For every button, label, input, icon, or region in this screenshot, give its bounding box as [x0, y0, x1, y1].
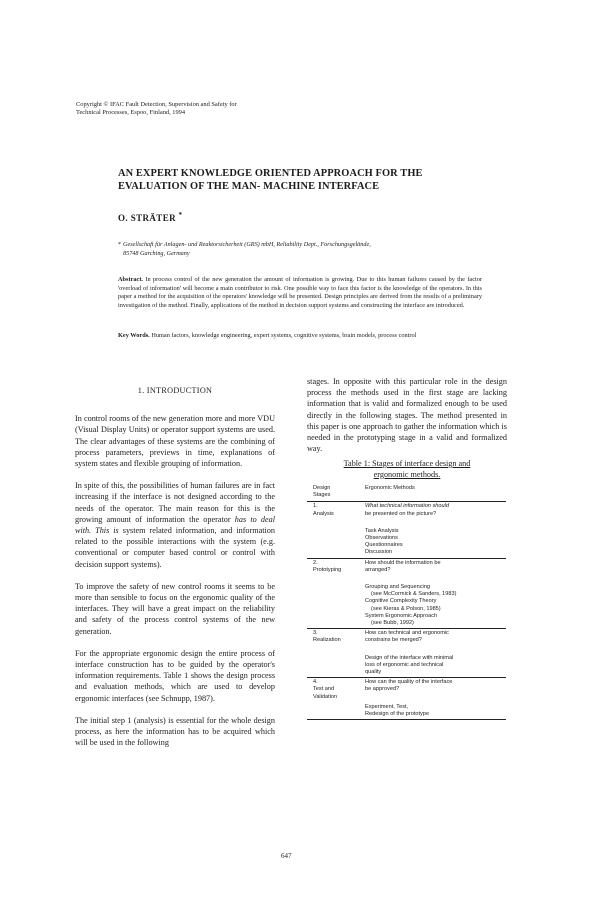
- question-line: be presented on the picture?: [365, 510, 437, 517]
- section-heading: 1. INTRODUCTION: [137, 386, 213, 395]
- copyright-line: Technical Processes, Espoo, Finland, 1994: [76, 109, 186, 116]
- stage-cell: [307, 679, 361, 718]
- method-item: loss of ergonomic and technical: [365, 661, 444, 668]
- title-line: EVALUATION OF THE MAN- MACHINE INTERFACE: [118, 180, 380, 192]
- question-line: be approved?: [365, 686, 400, 693]
- stage-name: Realization: [313, 637, 341, 644]
- method-item: Cognitive Complexity Theory: [365, 598, 437, 605]
- paragraph: In control rooms of the new generation more and more VDU (Visual Display Units) or operator support systems are used. The clear advantages of these systems are the combining of process parameters, previews in time, explanations of system states and flexible grouping of information.: [75, 414, 275, 469]
- stage-number: 2.: [313, 559, 318, 566]
- table-caption: [307, 459, 507, 480]
- paragraph: The initial step 1 (analysis) is essential for the whole design process, as here the information has to be acquired which will be used in the following: [75, 715, 275, 748]
- method-item: Design of the interface with minimal: [365, 654, 454, 661]
- method-item: Observations: [365, 535, 398, 542]
- paragraph: stages. In opposite with this particular role in the design process the methods used in the first stage are lacking information that is valid and formalized enough to be used directly in the following stages. The method presented in this paper is one approach to gather the information which is needed in the prototyping stage in a valid and formalized way.: [307, 377, 507, 454]
- question: [365, 630, 506, 644]
- table-row: [307, 559, 506, 630]
- stages-table: [307, 485, 506, 720]
- method-item: Grouping and Sequencing: [365, 584, 431, 591]
- copyright-notice: [76, 101, 376, 117]
- stage-number: 1.: [313, 503, 318, 510]
- keywords-text: Human factors, knowledge engineering, expert systems, cognitive systems, brain models, process control: [151, 332, 417, 339]
- method-item: System Ergonomic Approach: [365, 612, 438, 619]
- question-line: How can the quality of the interface: [365, 679, 453, 686]
- question-line: What technical information should: [365, 503, 449, 510]
- question: [365, 560, 506, 574]
- stage-name: Validation: [313, 693, 338, 700]
- table-row: [307, 502, 506, 558]
- caption-line: Table 1: Stages of interface design and: [343, 459, 471, 468]
- stage-name: Analysis: [313, 510, 334, 517]
- stage-cell: [307, 560, 361, 628]
- abstract: [118, 276, 482, 310]
- header-text: Stages: [313, 492, 331, 499]
- abstract-text: In process control of the new generation the amount of information is growing. Due to this human failures caused by the factor 'overload of information' will become a main contributor to risk. One possible way to face this factor is the knowledge of the operators. In this paper a method for the acquisition of the operators' knowledge will be presented. Design principles are derived from the results of a preliminary investigation of the method. Finally, applications of the method in decision support systems and constructing the interface are introduced.: [118, 276, 483, 309]
- method-item: quality: [365, 669, 382, 676]
- methods-cell: [361, 560, 506, 628]
- method-reference: (see McCormick & Sanders, 1983): [371, 591, 457, 598]
- question-line: constrains be merged?: [365, 637, 422, 644]
- affiliation-line: Gesellschaft für Anlagen- und Reaktorsicherheit (GRS) mbH, Reliability Dept., Forschungsgelände,: [123, 241, 371, 248]
- methods-cell: [361, 503, 506, 556]
- page-number: 647: [281, 852, 292, 860]
- paragraph: For the appropriate ergonomic design the entire process of interface construction has to be guided by the operator's information requirements. Table 1 shows the design process and evaluation methods, which are used to develop ergonomic interfaces (see Schnupp, 1987).: [75, 648, 275, 703]
- paragraph-text: In spite of this, the possibilities of human failures are in fact increasing if the interface is not designed according to the needs of the operator. The main reason for this is the growing amount of information the operator: [75, 481, 275, 524]
- header-stage: [307, 485, 361, 499]
- methods-cell: [361, 630, 506, 676]
- author: [118, 211, 183, 223]
- copyright-line: Copyright © IFAC Fault Detection, Supervision and Safety for: [76, 101, 237, 108]
- right-column: [307, 376, 507, 454]
- method-item: Task Analysis: [365, 527, 399, 534]
- author-name: O. STRÄTER: [118, 213, 177, 223]
- author-footnote-mark: *: [178, 211, 183, 219]
- abstract-label: Abstract.: [118, 276, 144, 283]
- stage-name: Test and: [313, 686, 335, 693]
- method-item: Redesign of the prototype: [365, 710, 430, 717]
- question-line: arranged?: [365, 566, 391, 573]
- affiliation-line: 85748 Garching, Germany: [123, 249, 190, 257]
- method-item: Questionnaires: [365, 542, 403, 549]
- table-row: [307, 629, 506, 678]
- paragraph-emphasis: has to deal with. This is: [75, 514, 275, 536]
- method-reference: (see Kieras & Polson, 1985): [371, 605, 441, 612]
- header-text: Design: [313, 485, 331, 491]
- paragraph: [75, 480, 275, 570]
- affiliation-mark: *: [118, 242, 121, 248]
- affiliation: [118, 241, 488, 258]
- header-methods: Ergonomic Methods: [365, 485, 415, 491]
- paragraph: To improve the safety of new control rooms it seems to be more than sensible to focus on the ergonomic quality of the interfaces. They will have a great impact on the reliability and safety of the process control systems of the new generation.: [75, 581, 275, 636]
- methods-cell: [361, 679, 506, 718]
- keywords: [118, 332, 482, 341]
- stage-name: Prototyping: [313, 566, 342, 573]
- table-row: [307, 678, 506, 720]
- table-header: [307, 485, 506, 502]
- question: [365, 679, 506, 693]
- method-item: Discussion: [365, 549, 393, 556]
- question-line: How can technical and ergonomic: [365, 630, 449, 637]
- paragraph-text: system related information, and information related to the possible interactions with the system (e.g. conventional or computer based control or control with decision support systems).: [75, 526, 275, 569]
- left-column: [75, 385, 275, 759]
- question-line: How should the information be: [365, 559, 441, 566]
- title-line: AN EXPERT KNOWLEDGE ORIENTED APPROACH FOR THE: [118, 168, 423, 179]
- caption-line: ergonomic methods.: [373, 469, 441, 479]
- method-item: Experiment, Test,: [365, 703, 409, 710]
- stage-number: 4.: [313, 679, 318, 686]
- paper-title: [118, 168, 498, 193]
- stage-cell: [307, 503, 361, 556]
- stage-number: 3.: [313, 630, 318, 637]
- keywords-label: Key Words.: [118, 332, 150, 339]
- stage-cell: [307, 630, 361, 676]
- method-reference: (see Bubb, 1992): [371, 620, 414, 627]
- question: [365, 503, 506, 517]
